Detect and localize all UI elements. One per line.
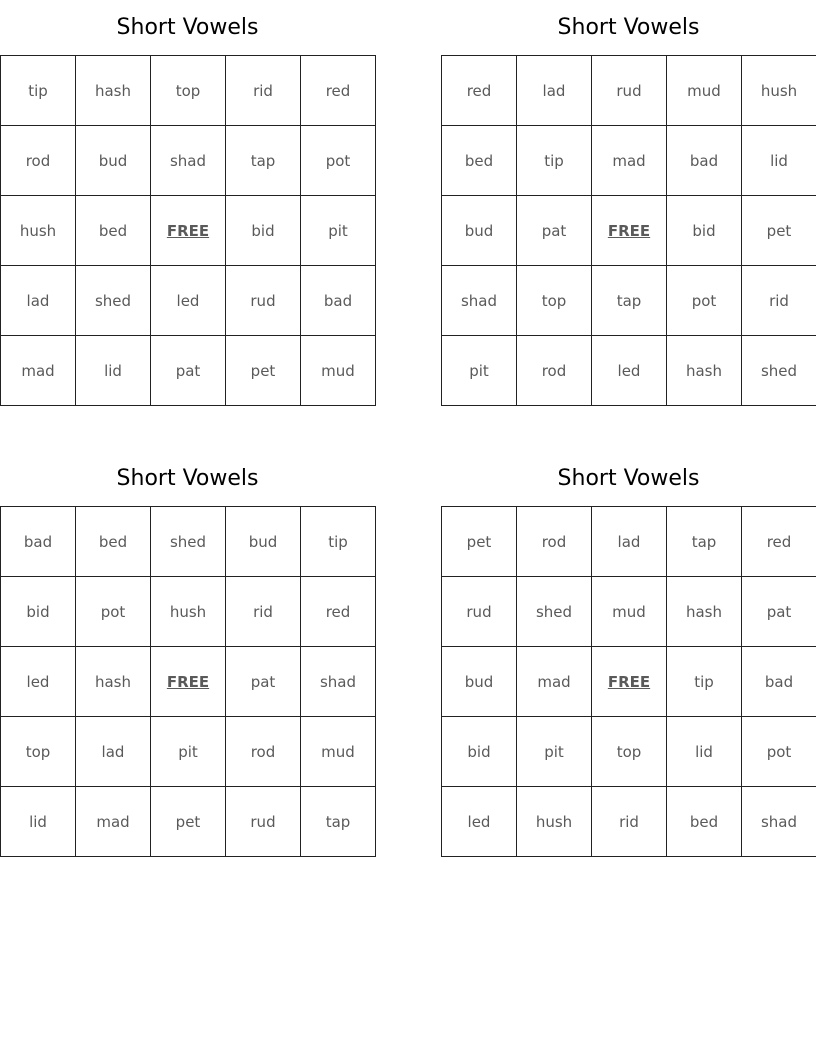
word-cell: lid xyxy=(76,336,151,406)
bingo-card xyxy=(441,451,816,857)
bingo-row xyxy=(442,647,816,717)
bingo-card xyxy=(0,451,375,857)
word-cell: bad xyxy=(1,507,76,577)
bingo-row xyxy=(1,717,376,787)
word-cell: hash xyxy=(76,647,151,717)
word-cell: bid xyxy=(1,577,76,647)
word-cell: shad xyxy=(742,787,816,857)
bingo-row xyxy=(1,577,376,647)
word-cell: lad xyxy=(76,717,151,787)
free-space-cell: FREE xyxy=(592,196,667,266)
bingo-grid xyxy=(0,55,376,406)
word-cell: pit xyxy=(151,717,226,787)
word-cell: led xyxy=(442,787,517,857)
word-cell: bad xyxy=(667,126,742,196)
word-cell: pat xyxy=(742,577,816,647)
word-cell: bid xyxy=(226,196,301,266)
word-cell: pot xyxy=(742,717,816,787)
word-cell: bad xyxy=(301,266,376,336)
word-cell: pit xyxy=(517,717,592,787)
word-cell: mad xyxy=(76,787,151,857)
word-cell: mud xyxy=(301,336,376,406)
bingo-row xyxy=(1,196,376,266)
bingo-row xyxy=(1,126,376,196)
bingo-grid xyxy=(0,506,376,857)
word-cell: bed xyxy=(76,196,151,266)
word-cell: pit xyxy=(301,196,376,266)
word-cell: shed xyxy=(151,507,226,577)
word-cell: red xyxy=(442,56,517,126)
word-cell: pat xyxy=(517,196,592,266)
word-cell: tip xyxy=(1,56,76,126)
word-cell: shad xyxy=(301,647,376,717)
word-cell: mud xyxy=(667,56,742,126)
word-cell: bed xyxy=(667,787,742,857)
bingo-row xyxy=(1,507,376,577)
word-cell: bid xyxy=(667,196,742,266)
word-cell: lid xyxy=(742,126,816,196)
word-cell: mad xyxy=(1,336,76,406)
word-cell: led xyxy=(1,647,76,717)
free-space-cell: FREE xyxy=(592,647,667,717)
bingo-row xyxy=(442,336,816,406)
bingo-row xyxy=(1,787,376,857)
bingo-row xyxy=(442,507,816,577)
free-space-cell: FREE xyxy=(151,196,226,266)
word-cell: bud xyxy=(76,126,151,196)
word-cell: red xyxy=(301,56,376,126)
free-space-cell: FREE xyxy=(151,647,226,717)
word-cell: bed xyxy=(76,507,151,577)
word-cell: mud xyxy=(301,717,376,787)
word-cell: top xyxy=(517,266,592,336)
word-cell: pat xyxy=(226,647,301,717)
word-cell: hush xyxy=(742,56,816,126)
word-cell: tap xyxy=(301,787,376,857)
word-cell: hash xyxy=(667,336,742,406)
bingo-row xyxy=(1,336,376,406)
word-cell: lid xyxy=(667,717,742,787)
word-cell: bid xyxy=(442,717,517,787)
word-cell: tap xyxy=(226,126,301,196)
word-cell: shad xyxy=(151,126,226,196)
word-cell: pet xyxy=(742,196,816,266)
word-cell: pit xyxy=(442,336,517,406)
bingo-row xyxy=(442,787,816,857)
word-cell: top xyxy=(1,717,76,787)
word-cell: rid xyxy=(226,577,301,647)
word-cell: rod xyxy=(1,126,76,196)
word-cell: rod xyxy=(517,336,592,406)
word-cell: hash xyxy=(76,56,151,126)
word-cell: rid xyxy=(592,787,667,857)
word-cell: shed xyxy=(76,266,151,336)
bingo-row xyxy=(442,196,816,266)
word-cell: red xyxy=(301,577,376,647)
word-cell: pet xyxy=(151,787,226,857)
word-cell: bad xyxy=(742,647,816,717)
word-cell: pat xyxy=(151,336,226,406)
bingo-row xyxy=(442,717,816,787)
word-cell: shed xyxy=(742,336,816,406)
bingo-grid xyxy=(441,506,816,857)
word-cell: rud xyxy=(226,787,301,857)
bingo-row xyxy=(442,126,816,196)
word-cell: bud xyxy=(442,196,517,266)
word-cell: lid xyxy=(1,787,76,857)
word-cell: pot xyxy=(76,577,151,647)
word-cell: led xyxy=(151,266,226,336)
word-cell: red xyxy=(742,507,816,577)
word-cell: lad xyxy=(1,266,76,336)
word-cell: bud xyxy=(226,507,301,577)
word-cell: mud xyxy=(592,577,667,647)
word-cell: top xyxy=(592,717,667,787)
word-cell: pet xyxy=(442,507,517,577)
bingo-row xyxy=(442,577,816,647)
bingo-row xyxy=(1,647,376,717)
bingo-row xyxy=(1,56,376,126)
word-cell: rid xyxy=(226,56,301,126)
word-cell: pet xyxy=(226,336,301,406)
word-cell: rod xyxy=(517,507,592,577)
word-cell: rud xyxy=(226,266,301,336)
bingo-card xyxy=(0,0,375,406)
word-cell: hash xyxy=(667,577,742,647)
word-cell: top xyxy=(151,56,226,126)
word-cell: tip xyxy=(517,126,592,196)
word-cell: hush xyxy=(1,196,76,266)
word-cell: hush xyxy=(517,787,592,857)
card-title: Short Vowels xyxy=(557,466,700,491)
word-cell: rud xyxy=(592,56,667,126)
word-cell: tap xyxy=(592,266,667,336)
card-title: Short Vowels xyxy=(557,15,700,40)
card-title: Short Vowels xyxy=(116,466,259,491)
word-cell: led xyxy=(592,336,667,406)
word-cell: lad xyxy=(517,56,592,126)
word-cell: tip xyxy=(301,507,376,577)
word-cell: tip xyxy=(667,647,742,717)
word-cell: rud xyxy=(442,577,517,647)
bingo-card xyxy=(441,0,816,406)
word-cell: tap xyxy=(667,507,742,577)
word-cell: mad xyxy=(592,126,667,196)
word-cell: hush xyxy=(151,577,226,647)
word-cell: lad xyxy=(592,507,667,577)
word-cell: pot xyxy=(667,266,742,336)
bingo-row xyxy=(1,266,376,336)
word-cell: rid xyxy=(742,266,816,336)
card-title: Short Vowels xyxy=(116,15,259,40)
word-cell: shed xyxy=(517,577,592,647)
word-cell: mad xyxy=(517,647,592,717)
word-cell: rod xyxy=(226,717,301,787)
bingo-row xyxy=(442,266,816,336)
bingo-grid xyxy=(441,55,816,406)
word-cell: pot xyxy=(301,126,376,196)
word-cell: bed xyxy=(442,126,517,196)
word-cell: shad xyxy=(442,266,517,336)
word-cell: bud xyxy=(442,647,517,717)
bingo-row xyxy=(442,56,816,126)
